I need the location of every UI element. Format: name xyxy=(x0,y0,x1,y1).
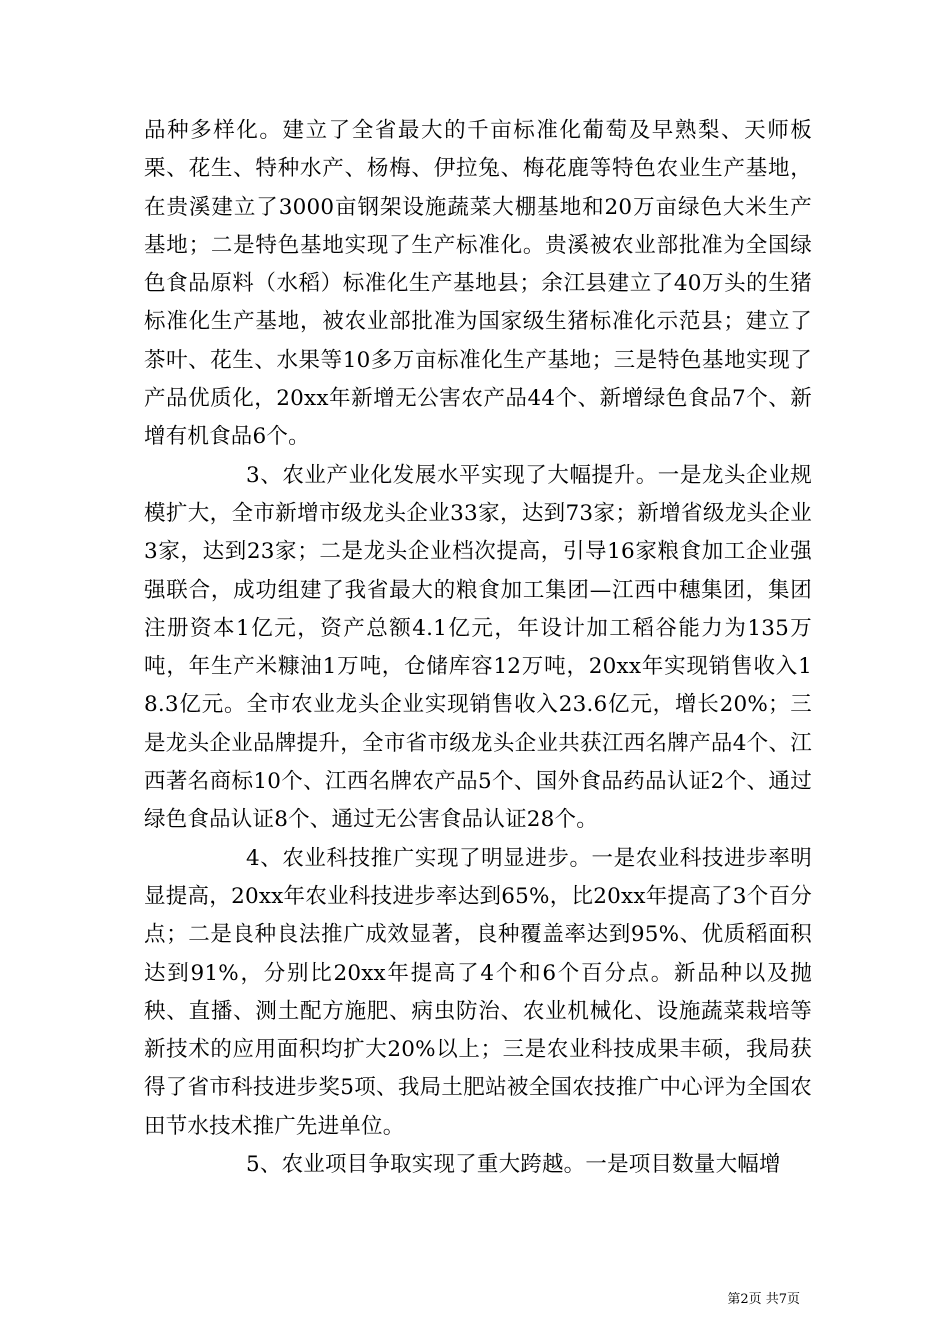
document-body xyxy=(144,112,812,1184)
paragraph-3: 4、农业科技推广实现了明显进步。一是农业科技进步率明显提高，20xx年农业科技进步率达到65%，比20xx年提高了3个百分点；二是良种良法推广成效显著，良种覆盖率达到95%、优质稻面积达到91%，分别比20xx年提高了4个和6个百分点。新品种以及抛秧、直播、测土配方施肥、病虫防治、农业机械化、设施蔬菜栽培等新技术的应用面积均扩大20%以上；三是农业科技成果丰硕，我局获得了省市科技进步奖5项、我局土肥站被全国农技推广中心评为全国农田节水技术推广先进单位。 xyxy=(144,845,812,1139)
paragraph-2: 3、农业产业化发展水平实现了大幅提升。一是龙头企业规模扩大，全市新增市级龙头企业33家，达到73家；新增省级龙头企业3家，达到23家；二是龙头企业档次提高，引导16家粮食加工企业强强联合，成功组建了我省最大的粮食加工集团—江西中穗集团，集团注册资本1亿元，资产总额4.1亿元，年设计加工稻谷能力为135万吨，年生产米糠油1万吨，仓储库容12万吨，20xx年实现销售收入18.3亿元。全市农业龙头企业实现销售收入23.6亿元，增长20%；三是龙头企业品牌提升，全市省市级龙头企业共获江西名牌产品4个、江西著名商标10个、江西名牌农产品5个、国外食品药品认证2个、通过绿色食品认证8个、通过无公害食品认证28个。 xyxy=(144,462,812,833)
paragraph-1: 品种多样化。建立了全省最大的千亩标准化葡萄及早熟梨、天师板栗、花生、特种水产、杨梅、伊拉兔、梅花鹿等特色农业生产基地，在贵溪建立了3000亩钢架设施蔬菜大棚基地和20万亩绿色大米生产基地；二是特色基地实现了生产标准化。贵溪被农业部批准为全国绿色食品原料（水稻）标准化生产基地县；余江县建立了40万头的生猪标准化生产基地，被农业部批准为国家级生猪标准化示范县；建立了茶叶、花生、水果等10多万亩标准化生产基地；三是特色基地实现了产品优质化，20xx年新增无公害农产品44个、新增绿色食品7个、新增有机食品6个。 xyxy=(144,118,812,450)
page-number-footer: 第2页 共7页 xyxy=(727,1292,800,1307)
paragraph-4: 5、农业项目争取实现了重大跨越。一是项目数量大幅增 xyxy=(246,1152,781,1178)
